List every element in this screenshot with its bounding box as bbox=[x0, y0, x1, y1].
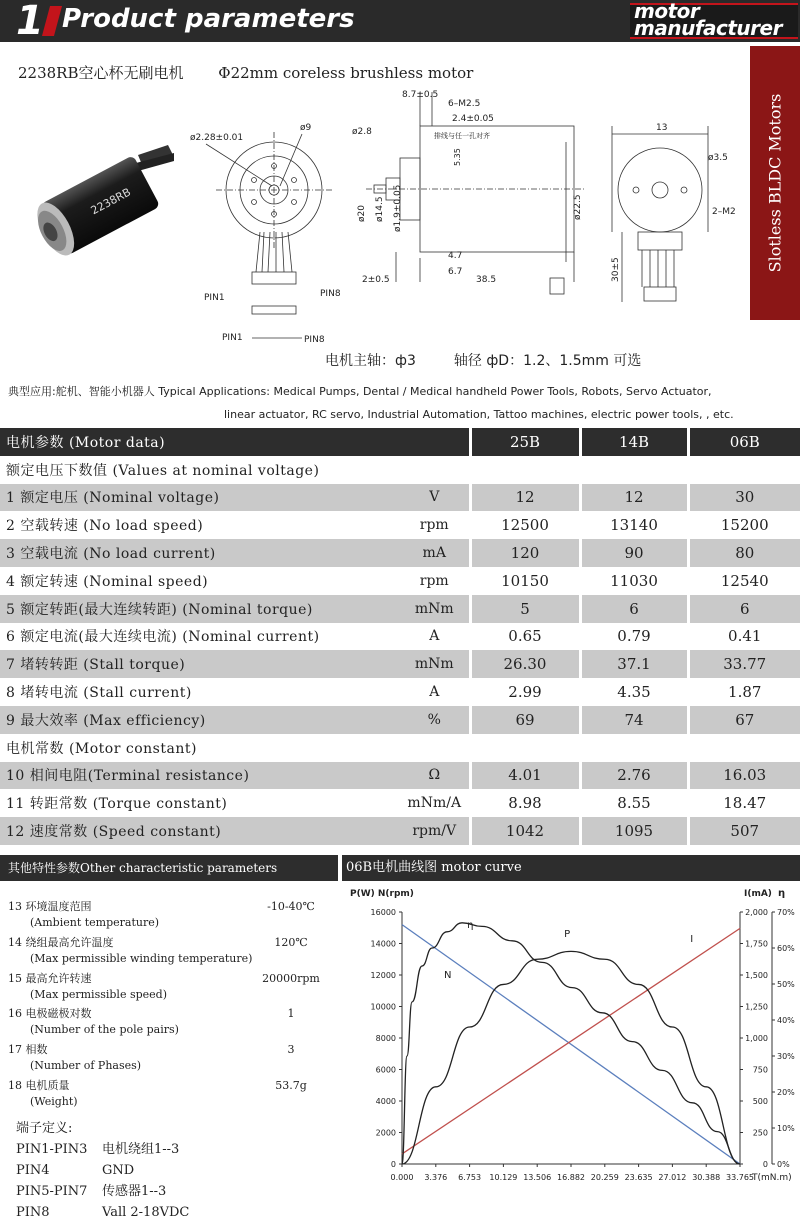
pins-title: 端子定义: bbox=[16, 1121, 73, 1136]
dim-d12: ø22.5 bbox=[573, 194, 583, 220]
dim-d10: 5.35 bbox=[453, 148, 462, 166]
series-N bbox=[402, 925, 740, 1164]
table-cell: 5 额定转距(最大连续转距) (Nominal torque) bbox=[0, 595, 400, 623]
table-cell: 8 堵转电流 (Stall current) bbox=[0, 678, 400, 706]
table-cell: 电机常数 (Motor constant) bbox=[0, 734, 400, 762]
dim-d15: 2±0.5 bbox=[362, 275, 390, 285]
table-cell: 1042 bbox=[470, 817, 580, 845]
table-cell: 30 bbox=[688, 484, 800, 512]
other-param-value: 120℃ bbox=[274, 935, 308, 949]
dim-d13: 4.7 bbox=[448, 251, 463, 261]
dim-d20: 30±5 bbox=[611, 257, 621, 282]
other-param-item bbox=[8, 898, 338, 934]
y-tick-label-right2: 40% bbox=[777, 1016, 795, 1025]
table-row bbox=[0, 789, 800, 817]
pin1-label-a: PIN1 bbox=[204, 293, 225, 303]
series-label: I bbox=[690, 934, 694, 946]
pin1-label-b: PIN1 bbox=[222, 333, 243, 343]
rear-view bbox=[618, 148, 702, 232]
dim-d17: 13 bbox=[656, 123, 668, 133]
table-cell: 12 bbox=[580, 484, 688, 512]
other-param-item bbox=[8, 1005, 338, 1041]
pin-name: PIN8 bbox=[16, 1205, 50, 1220]
y-tick-label-right1: 250 bbox=[752, 1128, 768, 1138]
pin-name: PIN4 bbox=[16, 1163, 50, 1178]
table-cell: 4.01 bbox=[470, 762, 580, 790]
table-cell bbox=[580, 734, 688, 762]
other-param-item bbox=[8, 1041, 338, 1077]
x-tick-label: 23.635 bbox=[624, 1173, 653, 1182]
other-params-list bbox=[8, 898, 338, 1113]
table-cell bbox=[400, 734, 470, 762]
table-row bbox=[0, 678, 800, 706]
table-cell: 4 额定转速 (Nominal speed) bbox=[0, 567, 400, 595]
table-cell: 12 速度常数 (Speed constant) bbox=[0, 817, 400, 845]
table-cell: 3 空载电流 (No load current) bbox=[0, 539, 400, 567]
x-tick-label: 33.765 bbox=[726, 1173, 754, 1182]
other-param-label: 15 最高允许转速 bbox=[8, 971, 92, 985]
pin8-label-a: PIN8 bbox=[320, 289, 341, 299]
table-cell: 8.98 bbox=[470, 789, 580, 817]
side-banner bbox=[750, 46, 800, 320]
table-row bbox=[0, 511, 800, 539]
y-tick-label-left: 10000 bbox=[370, 1002, 396, 1012]
pin-row bbox=[16, 1160, 189, 1181]
x-label: T(mN.m) bbox=[752, 1173, 792, 1183]
dim-d11: 排线与任一孔对齐 bbox=[434, 132, 490, 140]
other-param-label: 14 绕组最高允许温度 bbox=[8, 935, 114, 949]
table-cell: 69 bbox=[470, 706, 580, 734]
dim-d14: 6.7 bbox=[448, 267, 463, 277]
table-cell: 12540 bbox=[688, 567, 800, 595]
product-subtitle bbox=[18, 62, 473, 83]
x-tick-label: 30.388 bbox=[692, 1173, 721, 1182]
dim-d4: ø20 bbox=[357, 205, 367, 222]
table-row bbox=[0, 734, 800, 762]
series-label: P bbox=[564, 929, 571, 941]
table-cell: 电机参数 (Motor data) bbox=[0, 428, 400, 456]
y-tick-label-right2: 30% bbox=[777, 1052, 795, 1061]
y-tick-label-right1: 1,500 bbox=[745, 971, 768, 980]
section-number: 1 bbox=[16, 0, 44, 44]
y-tick-label-left: 12000 bbox=[370, 971, 396, 980]
y-label-right2: η bbox=[778, 888, 786, 899]
table-cell: 7 堵转转距 (Stall torque) bbox=[0, 650, 400, 678]
y-tick-label-right2: 20% bbox=[777, 1088, 795, 1097]
x-tick-label: 0.000 bbox=[390, 1173, 414, 1182]
series-label: η bbox=[467, 919, 474, 931]
series-label: N bbox=[444, 970, 452, 982]
dim-d19: 2–M2 bbox=[712, 207, 736, 217]
pin-desc: Vall 2-18VDC bbox=[102, 1205, 190, 1220]
table-cell: 8.55 bbox=[580, 789, 688, 817]
brand-line2: manufacturer bbox=[634, 16, 782, 40]
dim-d3: ø2.8 bbox=[352, 127, 372, 137]
dim-d6: ø1.9±0.05 bbox=[393, 184, 403, 232]
table-row bbox=[0, 762, 800, 790]
dim-d9: 2.4±0.05 bbox=[452, 114, 494, 124]
shaft-main: 电机主轴：ф3 bbox=[325, 353, 416, 369]
other-param-sub: (Max permissible winding temperature) bbox=[30, 951, 253, 965]
table-cell: 2 空载转速 (No load speed) bbox=[0, 511, 400, 539]
table-cell: 11030 bbox=[580, 567, 688, 595]
applications-line1: 典型应用:舵机、智能小机器人 Typical Applications: Medical Pumps, Dental / Medical handheld Power Tools, Robots, Servo Actuator, bbox=[8, 385, 712, 398]
table-cell: 4.35 bbox=[580, 678, 688, 706]
other-param-value: 53.7g bbox=[275, 1078, 307, 1092]
y-tick-label-right1: 0 bbox=[762, 1160, 768, 1169]
table-cell: mNm bbox=[400, 595, 470, 623]
model-name: 2238RB空心杯无刷电机 bbox=[18, 64, 184, 82]
table-cell: 5 bbox=[470, 595, 580, 623]
motor-label: 2238RB bbox=[88, 185, 133, 218]
page-title: Product parameters bbox=[62, 4, 355, 34]
y-tick-label-right1: 1,000 bbox=[745, 1034, 768, 1043]
table-cell: 0.41 bbox=[688, 623, 800, 651]
other-param-value: 1 bbox=[287, 1007, 295, 1021]
pin8-label-b: PIN8 bbox=[304, 335, 325, 345]
dim-d1: ø2.28±0.01 bbox=[190, 133, 244, 143]
y-tick-label-right1: 750 bbox=[752, 1065, 768, 1075]
dim-d5: ø14.5 bbox=[375, 196, 385, 222]
page-header bbox=[0, 0, 800, 42]
dim-d16: 38.5 bbox=[476, 275, 497, 285]
other-param-item bbox=[8, 934, 338, 970]
x-tick-label: 3.376 bbox=[424, 1173, 448, 1182]
header-accent bbox=[42, 6, 62, 36]
other-param-value: -10-40℃ bbox=[267, 900, 315, 913]
table-row bbox=[0, 567, 800, 595]
table-cell bbox=[470, 456, 580, 484]
table-cell: A bbox=[400, 623, 470, 651]
table-cell: 25B bbox=[470, 428, 580, 456]
table-cell: 10 相间电阻(Terminal resistance) bbox=[0, 762, 400, 790]
table-cell: rpm bbox=[400, 567, 470, 595]
table-cell: 16.03 bbox=[688, 762, 800, 790]
motor-photo bbox=[28, 135, 178, 275]
applications bbox=[8, 380, 748, 426]
pin-name: PIN5-PIN7 bbox=[16, 1184, 88, 1199]
table-cell bbox=[688, 456, 800, 484]
table-row bbox=[0, 817, 800, 845]
pin-desc: 电机绕组1--3 bbox=[102, 1142, 180, 1157]
table-cell: 2.76 bbox=[580, 762, 688, 790]
shaft-info bbox=[325, 350, 641, 370]
table-cell: mA bbox=[400, 539, 470, 567]
table-cell: V bbox=[400, 484, 470, 512]
x-tick-label: 20.259 bbox=[590, 1173, 619, 1182]
y-tick-label-left: 8000 bbox=[375, 1034, 396, 1043]
table-cell: 9 最大效率 (Max efficiency) bbox=[0, 706, 400, 734]
table-cell bbox=[400, 456, 470, 484]
y-tick-label-left: 0 bbox=[390, 1160, 396, 1169]
table-header bbox=[0, 428, 800, 456]
brand-logo bbox=[630, 0, 798, 40]
table-cell: 18.47 bbox=[688, 789, 800, 817]
table-cell: 74 bbox=[580, 706, 688, 734]
table-cell: % bbox=[400, 706, 470, 734]
other-param-sub: (Number of Phases) bbox=[30, 1059, 142, 1073]
curve-title: 06B电机曲线图 motor curve bbox=[342, 855, 800, 881]
dim-d2: ø9 bbox=[300, 123, 312, 133]
other-param-label: 18 电机质量 bbox=[8, 1078, 70, 1092]
table-cell: 6 额定电流(最大连续电流) (Nominal current) bbox=[0, 623, 400, 651]
other-param-sub: (Ambient temperature) bbox=[30, 916, 160, 929]
table-cell: mNm bbox=[400, 650, 470, 678]
x-tick-label: 16.882 bbox=[557, 1173, 585, 1182]
pin-row bbox=[16, 1202, 189, 1223]
table-cell bbox=[400, 428, 470, 456]
y-tick-label-left: 16000 bbox=[370, 908, 396, 917]
y-tick-label-right2: 50% bbox=[777, 980, 795, 989]
brand-line1: motor bbox=[634, 0, 700, 23]
other-param-label: 17 相数 bbox=[8, 1043, 48, 1057]
y-tick-label-right2: 70% bbox=[777, 908, 795, 917]
table-row bbox=[0, 539, 800, 567]
other-param-label: 16 电极磁极对数 bbox=[8, 1007, 92, 1021]
table-cell: 120 bbox=[470, 539, 580, 567]
table-cell: 额定电压下数值 (Values at nominal voltage) bbox=[0, 456, 400, 484]
x-tick-label: 27.012 bbox=[658, 1173, 687, 1182]
pin-row bbox=[16, 1181, 189, 1202]
dim-d8: 6–M2.5 bbox=[448, 99, 481, 109]
table-row bbox=[0, 595, 800, 623]
applications-line2: linear actuator, RC servo, Industrial Automation, Tattoo machines, electric power tools, , etc. bbox=[224, 408, 734, 421]
other-param-item bbox=[8, 970, 338, 1006]
technical-drawing bbox=[186, 82, 746, 350]
table-cell: 33.77 bbox=[688, 650, 800, 678]
table-cell: 80 bbox=[688, 539, 800, 567]
motor-curve-chart bbox=[342, 884, 800, 1184]
y-tick-label-right2: 0% bbox=[777, 1160, 790, 1169]
y-tick-label-left: 2000 bbox=[375, 1128, 396, 1138]
table-cell: Ω bbox=[400, 762, 470, 790]
other-param-value: 20000rpm bbox=[262, 971, 320, 985]
x-tick-label: 10.129 bbox=[489, 1173, 518, 1182]
pin-desc: GND bbox=[102, 1163, 135, 1178]
y-tick-label-right2: 10% bbox=[777, 1124, 795, 1133]
y-tick-label-right1: 2,000 bbox=[745, 908, 768, 917]
other-param-sub: (Number of the pole pairs) bbox=[30, 1023, 179, 1037]
table-cell: 67 bbox=[688, 706, 800, 734]
table-row bbox=[0, 484, 800, 512]
table-cell: 0.65 bbox=[470, 623, 580, 651]
table-cell: 12500 bbox=[470, 511, 580, 539]
table-cell: 1.87 bbox=[688, 678, 800, 706]
pin-name: PIN1-PIN3 bbox=[16, 1142, 88, 1157]
table-cell: 6 bbox=[688, 595, 800, 623]
table-cell: 90 bbox=[580, 539, 688, 567]
table-cell: rpm bbox=[400, 511, 470, 539]
series-I bbox=[402, 928, 740, 1154]
y-tick-label-right1: 1,750 bbox=[745, 939, 768, 949]
series-P bbox=[402, 951, 740, 1164]
table-cell: mNm/A bbox=[400, 789, 470, 817]
dim-d7: 8.7±0.5 bbox=[402, 90, 439, 100]
dim-d18: ø3.5 bbox=[708, 153, 728, 163]
shaft-hole: 轴径 фD：1.2、1.5mm 可选 bbox=[453, 353, 642, 369]
x-tick-label: 6.753 bbox=[458, 1173, 482, 1182]
pin-desc: 传感器1--3 bbox=[102, 1184, 167, 1199]
table-row bbox=[0, 706, 800, 734]
model-english: Φ22mm coreless brushless motor bbox=[218, 64, 474, 82]
table-row bbox=[0, 456, 800, 484]
table-cell: 11 转距常数 (Torque constant) bbox=[0, 789, 400, 817]
other-param-sub: (Max permissible speed) bbox=[30, 987, 167, 1001]
table-cell: 507 bbox=[688, 817, 800, 845]
table-cell: 0.79 bbox=[580, 623, 688, 651]
table-row bbox=[0, 650, 800, 678]
y-label-left: P(W) N(rpm) bbox=[350, 889, 414, 899]
table-cell: 1 额定电压 (Nominal voltage) bbox=[0, 484, 400, 512]
y-tick-label-left: 6000 bbox=[375, 1065, 396, 1075]
table-cell: 15200 bbox=[688, 511, 800, 539]
table-cell: 26.30 bbox=[470, 650, 580, 678]
other-params-title: 其他特性参数Other characteristic parameters bbox=[0, 855, 338, 881]
table-cell: 10150 bbox=[470, 567, 580, 595]
y-tick-label-right1: 1,250 bbox=[745, 1002, 768, 1012]
table-cell: 14B bbox=[580, 428, 688, 456]
table-cell bbox=[688, 734, 800, 762]
pin-definitions bbox=[16, 1118, 189, 1223]
table-cell: 6 bbox=[580, 595, 688, 623]
y-label-right1: I(mA) bbox=[744, 889, 772, 899]
table-cell bbox=[580, 456, 688, 484]
other-param-item bbox=[8, 1077, 338, 1113]
table-cell: 12 bbox=[470, 484, 580, 512]
y-tick-label-right2: 60% bbox=[777, 944, 795, 953]
table-cell: 06B bbox=[688, 428, 800, 456]
table-cell: 2.99 bbox=[470, 678, 580, 706]
motor-data-table bbox=[0, 428, 800, 845]
other-param-sub: (Weight) bbox=[30, 1094, 78, 1108]
side-banner-text: Slotless BLDC Motors bbox=[765, 93, 785, 273]
table-cell bbox=[470, 734, 580, 762]
y-tick-label-right1: 500 bbox=[752, 1097, 768, 1106]
y-tick-label-left: 14000 bbox=[370, 939, 396, 949]
pin-row bbox=[16, 1139, 189, 1160]
table-cell: rpm/V bbox=[400, 817, 470, 845]
table-cell: 13140 bbox=[580, 511, 688, 539]
table-cell: 1095 bbox=[580, 817, 688, 845]
x-tick-label: 13.506 bbox=[523, 1173, 552, 1182]
table-row bbox=[0, 623, 800, 651]
table-cell: A bbox=[400, 678, 470, 706]
other-param-label: 13 环境温度范围 bbox=[8, 900, 92, 913]
y-tick-label-left: 4000 bbox=[375, 1097, 396, 1106]
other-param-value: 3 bbox=[287, 1043, 295, 1057]
table-cell: 37.1 bbox=[580, 650, 688, 678]
